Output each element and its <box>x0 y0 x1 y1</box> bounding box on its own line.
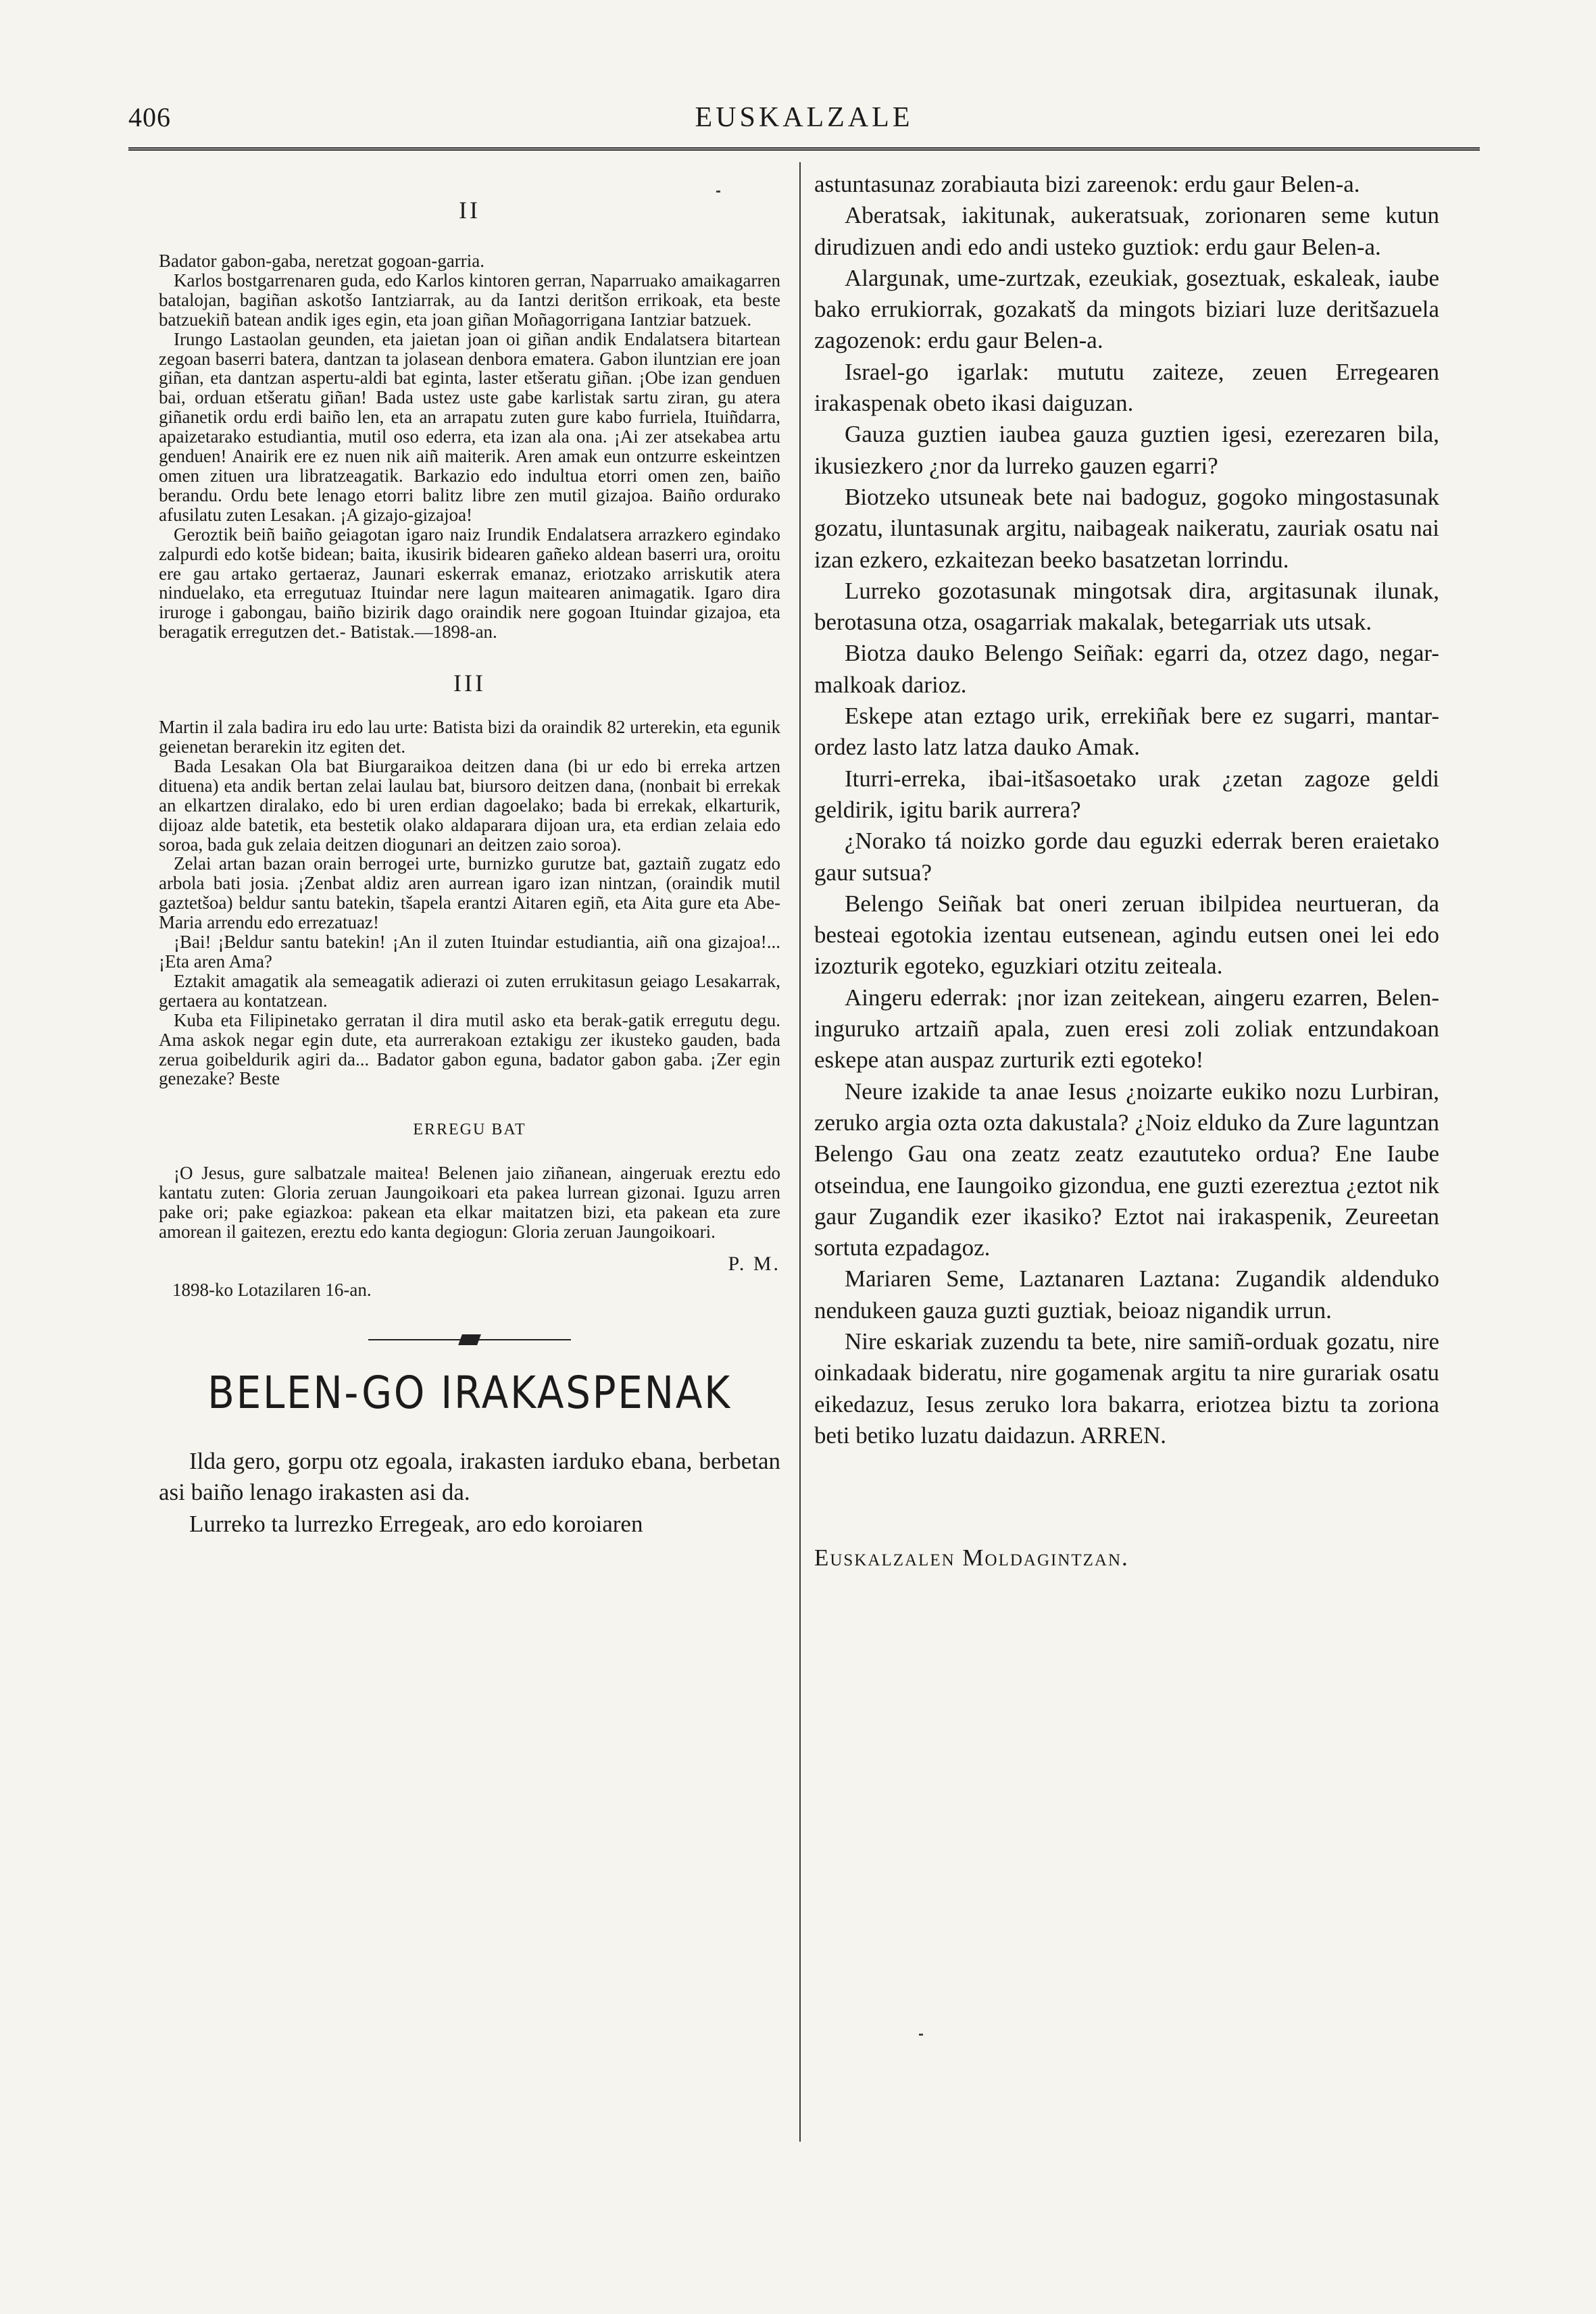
section-two-paragraph: Badator gabon-gaba, neretzat gogoan-garria. <box>159 251 485 271</box>
column-divider <box>799 162 801 2142</box>
section-three-paragraph: Martin il zala badira iru edo lau urte: Batista bizi da oraindik 82 urterekin, eta egunik geienetan berarekin itz egiten det. <box>159 717 780 757</box>
right-paragraph: Gauza guztien iaubea gauza guztien igesi, ezerezaren bila, ikusiezkero ¿nor da lurreko gauzen egarri? <box>814 421 1439 479</box>
right-paragraph: Alargunak, ume-zurtzak, ezeukiak, goseztuak, eskaleak, iaube bako errukiorrak, gozakatš da mingots biziari luze deritšazuela zagozenok: erdu gaur Belen-a. <box>814 264 1439 354</box>
section-two-numeral: II <box>459 197 480 224</box>
right-paragraph: Eskepe atan eztago urik, errekiñak bere ez sugarri, mantar-ordez lasto latz latza dauko Amak. <box>814 703 1439 761</box>
section-three-paragraph: Kuba eta Filipinetako gerratan il dira mutil asko eta berak-gatik erregutu degu. Ama askok negar egin dute, eta aurrerakoan eztakigu zer ikusteko gauden, bada zerua goibeldurik agiri da... Badator gabon eguna, badator gabon gaba. ¡Zer egin genezake? Beste <box>159 1009 780 1089</box>
right-paragraph: Aberatsak, iakitunak, aukeratsuak, zorionaren seme kutun dirudizuen andi edo andi usteko guztiok: erdu gaur Belen-a. <box>814 202 1439 260</box>
running-head: EUSKALZALE <box>695 102 914 133</box>
section-three <box>159 669 780 1088</box>
right-paragraph: Belengo Seiñak bat oneri zeruan ibilpidea neurtueran, da besteai egotokia izentau eutsenean, agindu eutsen onei lei edo izozturik egoteko, eguzkiari otzitu zeiteala. <box>814 890 1439 980</box>
section-two-paragraph: Geroztik beiñ baiño geiagotan igaro naiz Irundik Endalatsera arrazkero egindako zalpurdi edo kotše bidean; baita, ikusirik bidearen gañeko aldean baserri ura, oroitu ere gau artako gertaeraz, Jaunari eskerrak emanaz, eriotzako arriskutik atera ninduelako, eta erregutuaz Ituindar nere lagun maitearen animagatik. Igaro dira iruroge i gabongau, baiño bizirik dago oraindik nere gogoan Ituindar gizajoa, eta beragatik erregutzen det.- Batistak.—1898-an. <box>159 524 780 643</box>
print-speck <box>716 191 720 193</box>
right-paragraph: Lurreko gozotasunak mingotsak dira, argitasunak ilunak, berotasuna otza, osagarriak makalak, betegarriak uts utsak. <box>814 577 1439 636</box>
right-paragraph: astuntasunaz zorabiauta bizi zareenok: erdu gaur Belen-a. <box>814 171 1360 197</box>
page-header <box>128 101 1480 149</box>
section-ornament <box>368 1333 571 1347</box>
poem-date: 1898-ko Lotazilaren 16-an. <box>172 1279 372 1300</box>
section-three-paragraph: Bada Lesakan Ola bat Biurgaraikoa deitzen dana (bi ur edo bi erreka artzen dituena) eta andik bertan zelai laulau bat, biursoro deitzen dana, (nonbait bi errekak an elkartzen diralako, edo bi uren erdian dagoelako; bada bi errekak, elkarturik, dijoaz alde batetik, eta bestetik olako aldaparara dijoan ura, eta erdian zelaia edo soroa, bada guk zelaia deitzen diogunari an deitzen zaio soroa). <box>159 755 780 855</box>
section-two-paragraph: Irungo Lastaolan geunden, eta jaietan joan oi giñan andik Endalatsera bitartean zegoan baserri batera, dantzan ta jolasean denbora ematera. Gabon iluntzian ere joan giñan, eta dantzan aspertu-aldi bat eginta, laster etšeratu giñan. ¡Obe izan genduen bai, orduan etšeratu giñan! Bada ustez uste gabe karlistak sartu ziran, gu atera giñanetik ordu erdi baiño len, eta an arrapatu zuten gure kabo furriela, Ituiñdarra, apaizetarako estudiantia, mutil oso ederra, eta izan ala ona. ¡Ai zer atsekabea artu genduen! Anairik ere ez nuen nik aiñ maiterik. Aren amak eun ontzurre eskeintzen omen zituen ura libratzeagatik. Barkazio edo indultua etorri omen zen, baiño berandu. Ordu bete lenago etorri balitz libre zen mutil gizajoa. Baiño ordurako afusilatu zuten Lesakan. ¡A gizajo-gizajoa! <box>159 328 780 525</box>
page-number: 406 <box>128 102 171 132</box>
right-paragraph: ¿Norako tá noizko gorde dau eguzki ederrak beren eraietako gaur sutsua? <box>814 828 1439 886</box>
right-paragraph: Biotza dauko Belengo Seiñak: egarri da, otzez dago, negar-malkoak darioz. <box>814 640 1439 698</box>
right-paragraph: Nire eskariak zuzendu ta bete, nire samiñ-orduak gozatu, nire oinkadaak bideratu, nire gogamenak argitu ta nire gurariak osatu eikedazuz, Iesus zeruko lora bakarra, eriotzea biztu ta zoriona beti betiko luzatu daidazun. ARREN. <box>814 1328 1439 1449</box>
poem <box>159 1121 780 1301</box>
section-two-paragraph: Karlos bostgarrenaren guda, edo Karlos kintoren gerran, Naparruako amaikagarren batalojan, bagiñan askotšo Iantziarrak, au da Iantzi deritšon errikoak, eta beste batzuekiñ batean andik iges egin, eta joan giñan Moñagorrigana Iantziar batzuek. <box>159 270 780 330</box>
section-two <box>159 196 780 642</box>
print-speck <box>919 2034 923 2036</box>
article-title: BELEN-GO IRAKASPENAK <box>207 1366 732 1419</box>
right-paragraph: Neure izakide ta anae Iesus ¿noizarte eukiko nozu Lurbiran, zeruko argia ozta ozta dakustala? ¿Noiz elduko da Zure laguntzan Belengo Gau ona zeatz zeatz ezaututeko ordua? Ene Iaube otseindua, ene Iaungoiko gizondua, ene guzti ezereztua ¿eztot nik gaur Zugandik ezer ikasiko? Eztot nai irakaspenik, Zeureetan sortuta ezpadagoz. <box>814 1078 1439 1261</box>
right-paragraph: Iturri-erreka, ibai-itšasoetako urak ¿zetan zagoze geldi geldirik, igitu barik aurrera? <box>814 765 1439 823</box>
right-paragraph: Mariaren Seme, Laztanaren Laztana: Zugandik aldenduko nendukeen gauza guzti guztiak, beioaz nigandik urrun. <box>814 1265 1439 1324</box>
right-column <box>814 169 1439 1574</box>
poem-text: ¡O Jesus, gure salbatzale maitea! Belenen jaio ziñanean, aingeruak ereztu edo kantatu zuten: Gloria zeruan Jaungoikoari eta pakea lurrean gizonai. Iguzu arren pake ori; pake egiazkoa: pakean eta elkar maitatzen bizi, eta pakean eta zure amorean il gaitezen, ereztu edo kanta degiogun: Gloria zeruan Jaungoikoari. <box>159 1163 780 1242</box>
right-paragraph: Biotzeko utsuneak bete nai badoguz, gogoko mingostasunak gozatu, iluntasunak argitu, naibageak naikeratu, zauriak osatu nai izan ezkero, ezkaitezan beeko basatzetan lorrindu. <box>814 483 1439 573</box>
poem-signature: P. M. <box>728 1252 780 1275</box>
left-column <box>159 196 780 1540</box>
section-three-numeral: III <box>453 670 486 697</box>
section-three-paragraph: ¡Bai! ¡Beldur santu batekin! ¡An il zuten Ituindar estudiantia, aiñ ona gizajoa!... ¡Eta aren Ama? <box>159 932 780 972</box>
article-paragraph: Lurreko ta lurrezko Erregeak, aro edo koroiaren <box>189 1510 643 1537</box>
poem-heading: ERREGU BAT <box>413 1121 526 1139</box>
section-three-paragraph: Eztakit amagatik ala semeagatik adierazi oi zuten errukitasun geiago Lesakarrak, gertaera au kontatzean. <box>159 970 780 1011</box>
section-three-paragraph: Zelai artan bazan orain berrogei urte, burnizko gurutze bat, gaztaiñ zugatz edo arbola bati josia. ¡Zenbat aldiz aren aurrean igaro izan nintzan, (oraindik mutil gaztetšoa) beldur santu batekin, tšapela erantzi Aitaren egiñ, eta Aita gure eta Abe-Maria arrendu edo errezatuaz! <box>159 853 780 933</box>
article-paragraph: Ilda gero, gorpu otz egoala, irakasten iarduko ebana, berbetan asi baiño lenago irakasten asi da. <box>159 1447 780 1506</box>
article-body <box>159 1446 780 1540</box>
right-paragraph: Israel-go igarlak: mututu zaitezе, zeuen Erregearen irakaspenak obeto ikasi daiguzan. <box>814 358 1439 417</box>
printer-footer: Euskalzalen Moldagintzan. <box>814 1544 1129 1571</box>
header-rule <box>128 147 1480 151</box>
right-paragraph: Aingeru ederrak: ¡nor izan zeitekean, aingeru ezarren, Belen-inguruko artzaiñ apala, zuen eresi zoli zoliak entzundakoan eskepe atan auspaz zurturik ezti egoteko! <box>814 984 1439 1074</box>
